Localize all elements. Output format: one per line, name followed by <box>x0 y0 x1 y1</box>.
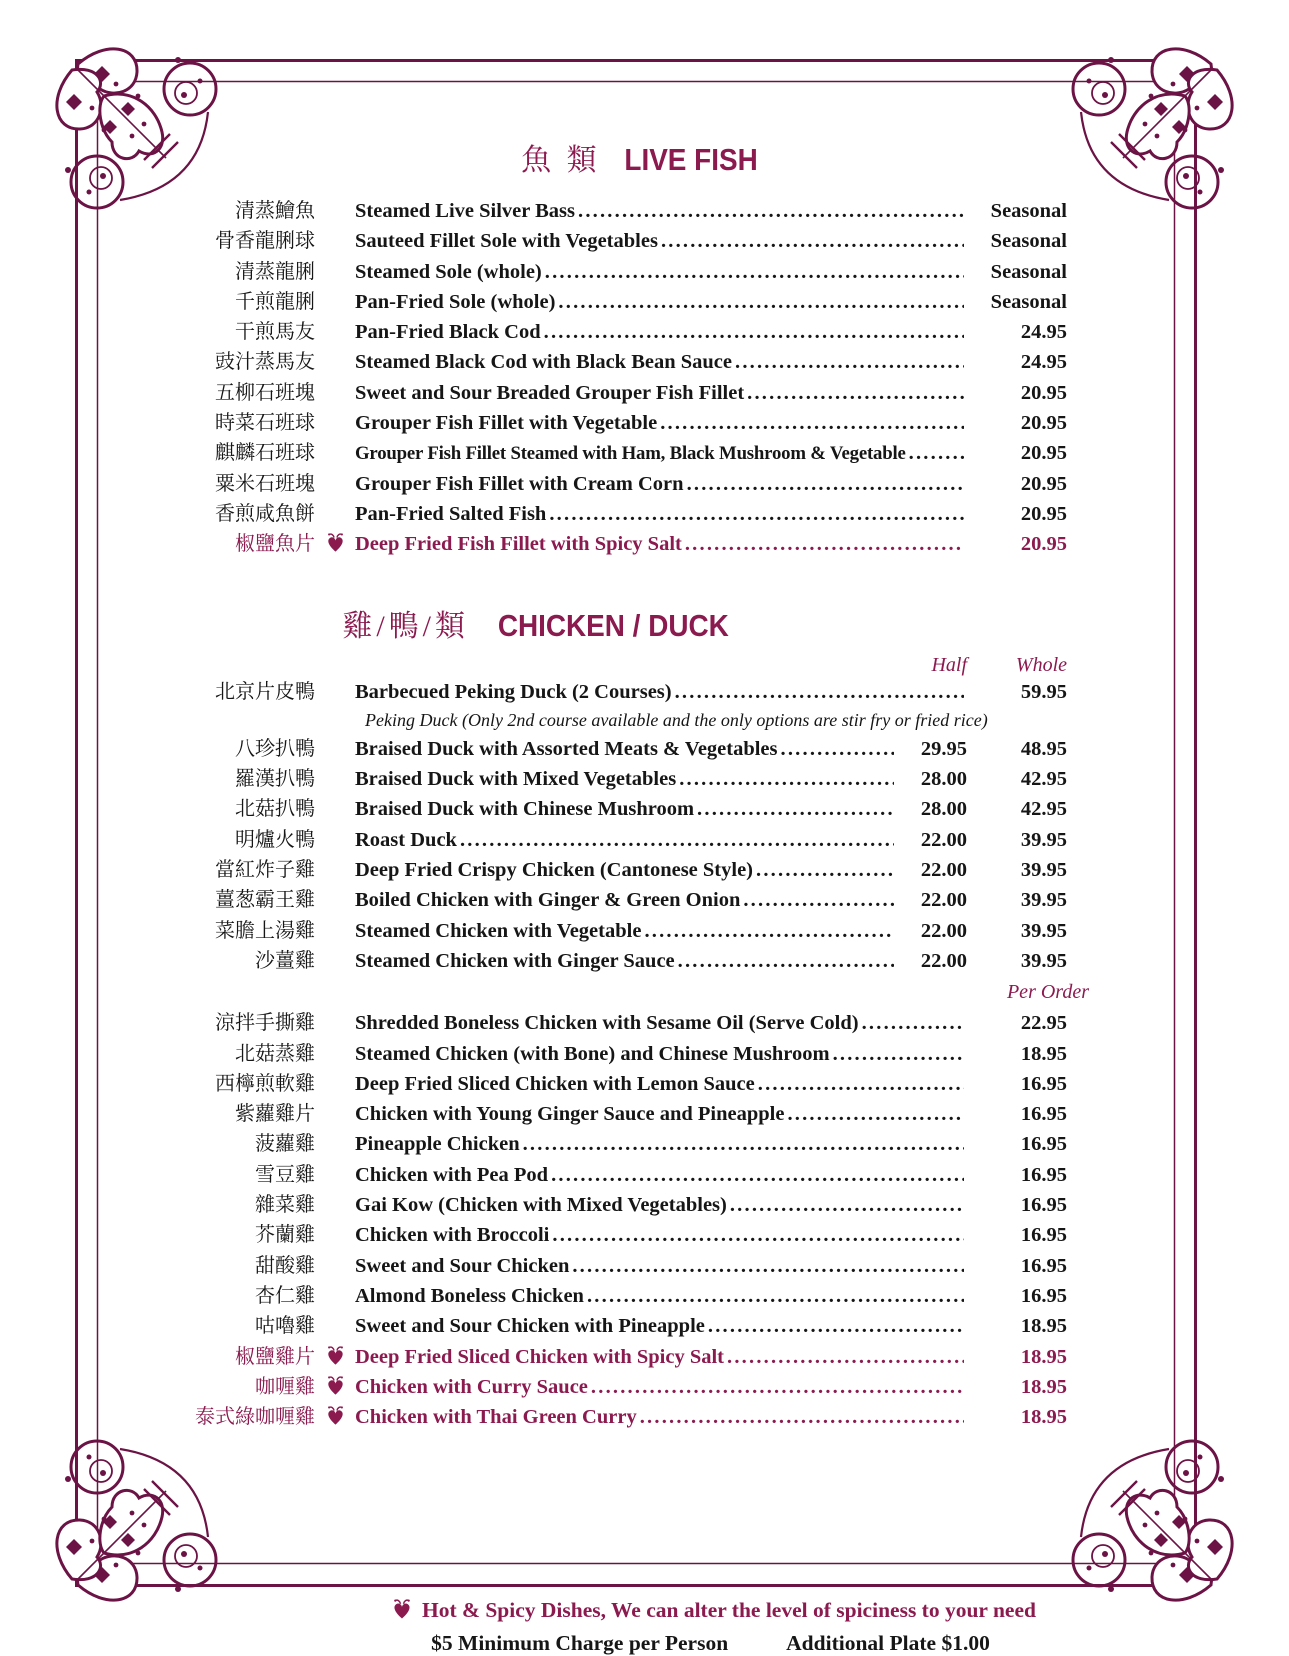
item-price-half: 22.00 <box>920 889 967 912</box>
item-name-chinese: 當紅炸子雞 <box>215 859 315 882</box>
menu-item-row <box>105 1251 1067 1281</box>
dotted-leader <box>787 1099 964 1129</box>
item-name-chinese: 北菇扒鴨 <box>235 798 315 821</box>
spicy-pepper-icon <box>315 1372 355 1402</box>
hot-spicy-note <box>69 1597 1289 1623</box>
item-price-half: 22.00 <box>920 919 967 942</box>
dotted-leader <box>756 855 894 885</box>
dotted-leader <box>697 794 894 824</box>
additional-plate-text: Additional Plate $1.00 <box>786 1631 990 1655</box>
menu-item-row <box>105 499 1067 529</box>
menu-item-row <box>105 885 1067 915</box>
dotted-leader <box>687 469 964 499</box>
item-price-whole: 18.95 <box>1020 1315 1067 1338</box>
item-price-half: 29.95 <box>920 737 967 760</box>
half-column-header: Half <box>931 653 967 676</box>
menu-item-row <box>105 1190 1067 1220</box>
item-name-english: Roast Duck <box>355 828 457 851</box>
item-name-english: Chicken with Broccoli <box>355 1224 550 1247</box>
item-price-whole: 16.95 <box>1020 1194 1067 1217</box>
item-name-chinese: 清蒸龍脷 <box>235 260 315 283</box>
spicy-pepper-icon <box>315 499 355 529</box>
menu-item-row <box>105 946 1067 976</box>
item-name-english: Pan-Fried Salted Fish <box>355 502 547 525</box>
item-price-whole: 39.95 <box>1020 919 1067 942</box>
menu-item-row <box>105 438 1067 468</box>
item-name-english: Braised Duck with Assorted Meats & Vegetables <box>355 737 778 760</box>
item-name-english: Pineapple Chicken <box>355 1133 520 1156</box>
dotted-leader <box>708 1311 964 1341</box>
menu-item-row <box>105 529 1067 559</box>
spicy-pepper-icon <box>315 677 355 707</box>
menu-item-row <box>105 196 1067 226</box>
item-name-english: Steamed Chicken with Vegetable <box>355 919 642 942</box>
item-name-chinese: 咕嚕雞 <box>255 1315 315 1338</box>
dotted-leader <box>591 1372 964 1402</box>
spicy-pepper-icon <box>315 1129 355 1159</box>
dotted-leader <box>747 378 964 408</box>
item-price-whole: 16.95 <box>1020 1072 1067 1095</box>
item-note: Peking Duck (Only 2nd course available and the only options are stir fry or fried rice) <box>365 709 988 730</box>
item-name-chinese: 時菜石班球 <box>215 412 315 435</box>
dotted-leader <box>661 226 964 256</box>
item-name-chinese: 北菇蒸雞 <box>235 1042 315 1065</box>
item-name-english: Steamed Sole (whole) <box>355 260 542 283</box>
footer-charges <box>66 1631 1289 1656</box>
dotted-leader <box>660 408 964 438</box>
menu-item-row <box>105 378 1067 408</box>
item-price-whole: Seasonal <box>990 290 1067 313</box>
spicy-pepper-icon <box>315 317 355 347</box>
menu-item-row <box>105 1220 1067 1250</box>
item-name-english: Grouper Fish Fillet with Cream Corn <box>355 472 684 495</box>
item-price-whole: 18.95 <box>1020 1345 1067 1368</box>
item-name-english: Chicken with Pea Pod <box>355 1163 549 1186</box>
item-price-half: 28.00 <box>920 768 967 791</box>
menu-item-row <box>105 1342 1067 1372</box>
item-name-chinese: 干煎馬友 <box>235 321 315 344</box>
menu-item-row <box>105 916 1067 946</box>
chicken-duck-items <box>105 653 1089 1433</box>
item-name-english: Boiled Chicken with Ginger & Green Onion <box>355 889 741 912</box>
spicy-pepper-icon <box>315 1008 355 1038</box>
item-name-english: Braised Duck with Mixed Vegetables <box>355 768 677 791</box>
item-price-whole: 24.95 <box>1020 351 1067 374</box>
item-price-whole: Seasonal <box>990 200 1067 222</box>
item-name-chinese: 杏仁雞 <box>255 1284 315 1307</box>
item-name-english: Steamed Chicken (with Bone) and Chinese Mushroom <box>355 1042 830 1065</box>
spicy-pepper-icon <box>315 287 355 317</box>
spicy-pepper-icon <box>315 916 355 946</box>
minimum-charge-text: $5 Minimum Charge per Person <box>431 1631 729 1655</box>
dotted-leader <box>758 1069 964 1099</box>
item-name-english: Grouper Fish Fillet with Vegetable <box>355 412 658 435</box>
item-price-whole: 59.95 <box>1020 680 1067 703</box>
item-price-whole: 39.95 <box>1020 859 1067 882</box>
menu-item-row <box>105 257 1067 287</box>
menu-item-row <box>105 469 1067 499</box>
menu-item-row <box>105 1069 1067 1099</box>
spicy-pepper-icon <box>315 1311 355 1341</box>
dotted-leader <box>678 946 894 976</box>
section-title-live-fish <box>162 142 1124 184</box>
item-price-whole: 16.95 <box>1020 1163 1067 1186</box>
dotted-leader <box>833 1039 964 1069</box>
menu-content <box>105 142 1089 1655</box>
section-title-english: CHICKEN / DUCK <box>497 607 729 643</box>
item-price-whole: Seasonal <box>990 260 1067 283</box>
item-price-whole: 16.95 <box>1020 1103 1067 1126</box>
item-price-whole: 18.95 <box>1020 1406 1067 1429</box>
item-name-chinese: 千煎龍脷 <box>235 290 315 313</box>
item-price-half: 28.00 <box>920 798 967 821</box>
item-name-english: Barbecued Peking Duck (2 Courses) <box>355 680 672 703</box>
item-name-chinese: 咖喱雞 <box>255 1375 315 1398</box>
item-name-chinese: 沙薑雞 <box>255 949 315 972</box>
menu-item-row <box>105 347 1067 377</box>
spicy-pepper-icon <box>315 885 355 915</box>
menu-item-row <box>105 1311 1067 1341</box>
item-name-chinese: 五柳石班塊 <box>215 381 315 404</box>
item-name-chinese: 明爐火鴨 <box>235 828 315 851</box>
item-price-whole: 48.95 <box>1020 737 1067 760</box>
item-name-chinese: 椒鹽魚片 <box>235 533 315 556</box>
item-price-whole: 24.95 <box>1020 321 1067 344</box>
item-name-english: Steamed Live Silver Bass <box>355 200 575 222</box>
item-price-whole: 39.95 <box>1020 889 1067 912</box>
item-name-chinese: 麒麟石班球 <box>215 442 315 465</box>
price-column-headers <box>105 655 1067 675</box>
dotted-leader <box>640 1402 964 1432</box>
item-price-whole: 20.95 <box>1020 502 1067 525</box>
spicy-pepper-icon <box>315 855 355 885</box>
live-fish-items <box>105 196 1067 560</box>
whole-column-header: Whole <box>1015 653 1067 676</box>
dotted-leader <box>679 764 894 794</box>
dotted-leader <box>558 287 964 317</box>
item-name-english: Braised Duck with Chinese Mushroom <box>355 798 695 821</box>
item-name-chinese: 薑葱霸王雞 <box>215 889 315 912</box>
menu-item-row <box>105 1129 1067 1159</box>
item-name-chinese: 粟米石班塊 <box>215 472 315 495</box>
spicy-pepper-icon <box>315 1281 355 1311</box>
spicy-pepper-icon <box>315 1069 355 1099</box>
item-price-whole: 16.95 <box>1020 1224 1067 1247</box>
spicy-pepper-icon <box>315 1342 355 1372</box>
menu-item-row <box>105 1372 1067 1402</box>
spicy-pepper-icon <box>315 347 355 377</box>
item-name-english: Gai Kow (Chicken with Mixed Vegetables) <box>355 1194 727 1217</box>
dotted-leader <box>545 257 964 287</box>
menu-item-row <box>105 794 1067 824</box>
item-name-chinese: 骨香龍脷球 <box>215 230 315 253</box>
item-name-chinese: 西檸煎軟雞 <box>215 1072 315 1095</box>
dotted-leader <box>735 347 964 377</box>
spicy-pepper-icon <box>391 1597 413 1621</box>
section-title-chicken-duck <box>61 609 1023 649</box>
item-name-chinese: 豉汁蒸馬友 <box>215 351 315 374</box>
item-price-whole: 20.95 <box>1020 533 1067 556</box>
menu-item-row <box>105 825 1067 855</box>
item-name-english: Deep Fried Sliced Chicken with Lemon Sauce <box>355 1072 755 1095</box>
spicy-pepper-icon <box>315 1220 355 1250</box>
item-name-chinese: 香煎咸魚餅 <box>215 502 315 525</box>
item-name-english: Pan-Fried Sole (whole) <box>355 290 556 313</box>
section-title-english: LIVE FISH <box>624 142 758 177</box>
item-name-chinese: 雪豆雞 <box>255 1163 315 1186</box>
spicy-pepper-icon <box>315 1160 355 1190</box>
spicy-pepper-icon <box>315 408 355 438</box>
dotted-leader <box>675 677 964 707</box>
item-price-whole: 16.95 <box>1020 1133 1067 1156</box>
dotted-leader <box>552 1220 964 1250</box>
dotted-leader <box>644 916 894 946</box>
item-name-english: Deep Fried Fish Fillet with Spicy Salt <box>355 533 682 556</box>
item-name-english: Almond Boneless Chicken <box>355 1284 584 1307</box>
spicy-pepper-icon <box>315 1251 355 1281</box>
item-price-whole: 42.95 <box>1020 768 1067 791</box>
spicy-pepper-icon <box>315 226 355 256</box>
item-name-english: Shredded Boneless Chicken with Sesame Oil (Serve Cold) <box>355 1012 859 1035</box>
spicy-pepper-icon <box>315 1190 355 1220</box>
hot-spicy-note-text: Hot & Spicy Dishes, We can alter the level of spiciness to your need <box>422 1598 1036 1622</box>
dotted-leader <box>587 1281 964 1311</box>
menu-item-row <box>105 855 1067 885</box>
item-name-chinese: 八珍扒鴨 <box>235 737 315 760</box>
spicy-pepper-icon <box>315 529 355 559</box>
item-price-whole: 18.95 <box>1020 1375 1067 1398</box>
per-order-label: Per Order <box>1006 981 1089 1004</box>
item-price-whole: 20.95 <box>1020 412 1067 435</box>
item-name-english: Chicken with Young Ginger Sauce and Pineapple <box>355 1103 785 1126</box>
menu-item-row <box>105 1008 1067 1038</box>
item-name-chinese: 椒鹽雞片 <box>235 1345 315 1368</box>
spicy-pepper-icon <box>315 1402 355 1432</box>
section-title-chinese: 魚 類 <box>521 144 601 177</box>
item-price-whole: 16.95 <box>1020 1254 1067 1277</box>
menu-item-row <box>105 1402 1067 1432</box>
item-name-english: Sweet and Sour Chicken with Pineapple <box>355 1315 705 1338</box>
dotted-leader <box>460 825 894 855</box>
item-name-chinese: 菜膽上湯雞 <box>215 919 315 942</box>
section-title-chinese: 雞/鴨/類 <box>342 609 470 643</box>
spicy-pepper-icon <box>315 946 355 976</box>
item-price-half: 22.00 <box>920 859 967 882</box>
menu-item-row <box>105 1039 1067 1069</box>
item-name-english: Sauteed Fillet Sole with Vegetables <box>355 230 658 253</box>
item-name-english: Grouper Fish Fillet Steamed with Ham, Black Mushroom & Vegetable <box>355 443 906 465</box>
item-name-chinese: 雜菜雞 <box>255 1194 315 1217</box>
menu-item-row <box>105 677 1067 707</box>
menu-item-row <box>105 317 1067 347</box>
dotted-leader <box>572 1251 964 1281</box>
item-name-chinese: 清蒸鱠魚 <box>235 200 315 222</box>
dotted-leader <box>730 1190 964 1220</box>
dotted-leader <box>544 317 964 347</box>
item-name-english: Sweet and Sour Breaded Grouper Fish Fillet <box>355 381 745 404</box>
item-name-english: Steamed Chicken with Ginger Sauce <box>355 949 675 972</box>
spicy-pepper-icon <box>315 1039 355 1069</box>
spicy-pepper-icon <box>315 469 355 499</box>
item-name-english: Sweet and Sour Chicken <box>355 1254 570 1277</box>
menu-item-row <box>105 764 1067 794</box>
item-price-half: 22.00 <box>920 949 967 972</box>
spicy-pepper-icon <box>315 794 355 824</box>
dotted-leader <box>727 1342 964 1372</box>
dotted-leader <box>551 1160 964 1190</box>
item-name-english: Deep Fried Sliced Chicken with Spicy Salt <box>355 1345 725 1368</box>
dotted-leader <box>549 499 964 529</box>
item-name-english: Pan-Fried Black Cod <box>355 321 541 344</box>
item-price-whole: 42.95 <box>1020 798 1067 821</box>
dotted-leader <box>781 734 894 764</box>
menu-item-row <box>105 287 1067 317</box>
item-price-whole: 16.95 <box>1020 1284 1067 1307</box>
menu-item-row <box>105 226 1067 256</box>
item-price-whole: 20.95 <box>1020 381 1067 404</box>
dotted-leader <box>862 1008 964 1038</box>
spicy-pepper-icon <box>315 196 355 226</box>
item-name-chinese: 菠蘿雞 <box>255 1133 315 1156</box>
spicy-pepper-icon <box>315 1099 355 1129</box>
item-name-chinese: 芥蘭雞 <box>255 1224 315 1247</box>
spicy-pepper-icon <box>315 438 355 468</box>
item-name-english: Chicken with Thai Green Curry <box>355 1406 637 1429</box>
menu-item-row <box>105 1281 1067 1311</box>
menu-item-row <box>105 408 1067 438</box>
spicy-pepper-icon <box>315 825 355 855</box>
item-price-whole: 39.95 <box>1020 828 1067 851</box>
item-name-english: Steamed Black Cod with Black Bean Sauce <box>355 351 732 374</box>
dotted-leader <box>523 1129 964 1159</box>
dotted-leader <box>578 196 964 226</box>
item-price-whole: 20.95 <box>1020 442 1067 465</box>
dotted-leader <box>743 885 894 915</box>
menu-item-row <box>105 1099 1067 1129</box>
item-name-chinese: 北京片皮鴨 <box>215 680 315 703</box>
spicy-pepper-icon <box>315 257 355 287</box>
item-name-chinese: 涼拌手撕雞 <box>215 1012 315 1035</box>
item-name-chinese: 甜酸雞 <box>255 1254 315 1277</box>
item-name-chinese: 紫蘿雞片 <box>235 1103 315 1126</box>
item-price-whole: 20.95 <box>1020 472 1067 495</box>
item-price-whole: 18.95 <box>1020 1042 1067 1065</box>
dotted-leader <box>909 438 964 468</box>
spicy-pepper-icon <box>315 764 355 794</box>
item-price-whole: 39.95 <box>1020 949 1067 972</box>
item-name-english: Chicken with Curry Sauce <box>355 1375 588 1398</box>
item-name-chinese: 羅漢扒鴨 <box>235 768 315 791</box>
item-name-english: Deep Fried Crispy Chicken (Cantonese Style) <box>355 859 754 882</box>
item-price-whole: Seasonal <box>990 230 1067 253</box>
item-price-half: 22.00 <box>920 828 967 851</box>
menu-item-row <box>105 734 1067 764</box>
spicy-pepper-icon <box>315 734 355 764</box>
menu-item-row <box>105 1160 1067 1190</box>
item-name-chinese: 泰式綠咖喱雞 <box>195 1406 315 1429</box>
item-price-whole: 22.95 <box>1020 1012 1067 1035</box>
dotted-leader <box>685 529 964 559</box>
spicy-pepper-icon <box>315 378 355 408</box>
